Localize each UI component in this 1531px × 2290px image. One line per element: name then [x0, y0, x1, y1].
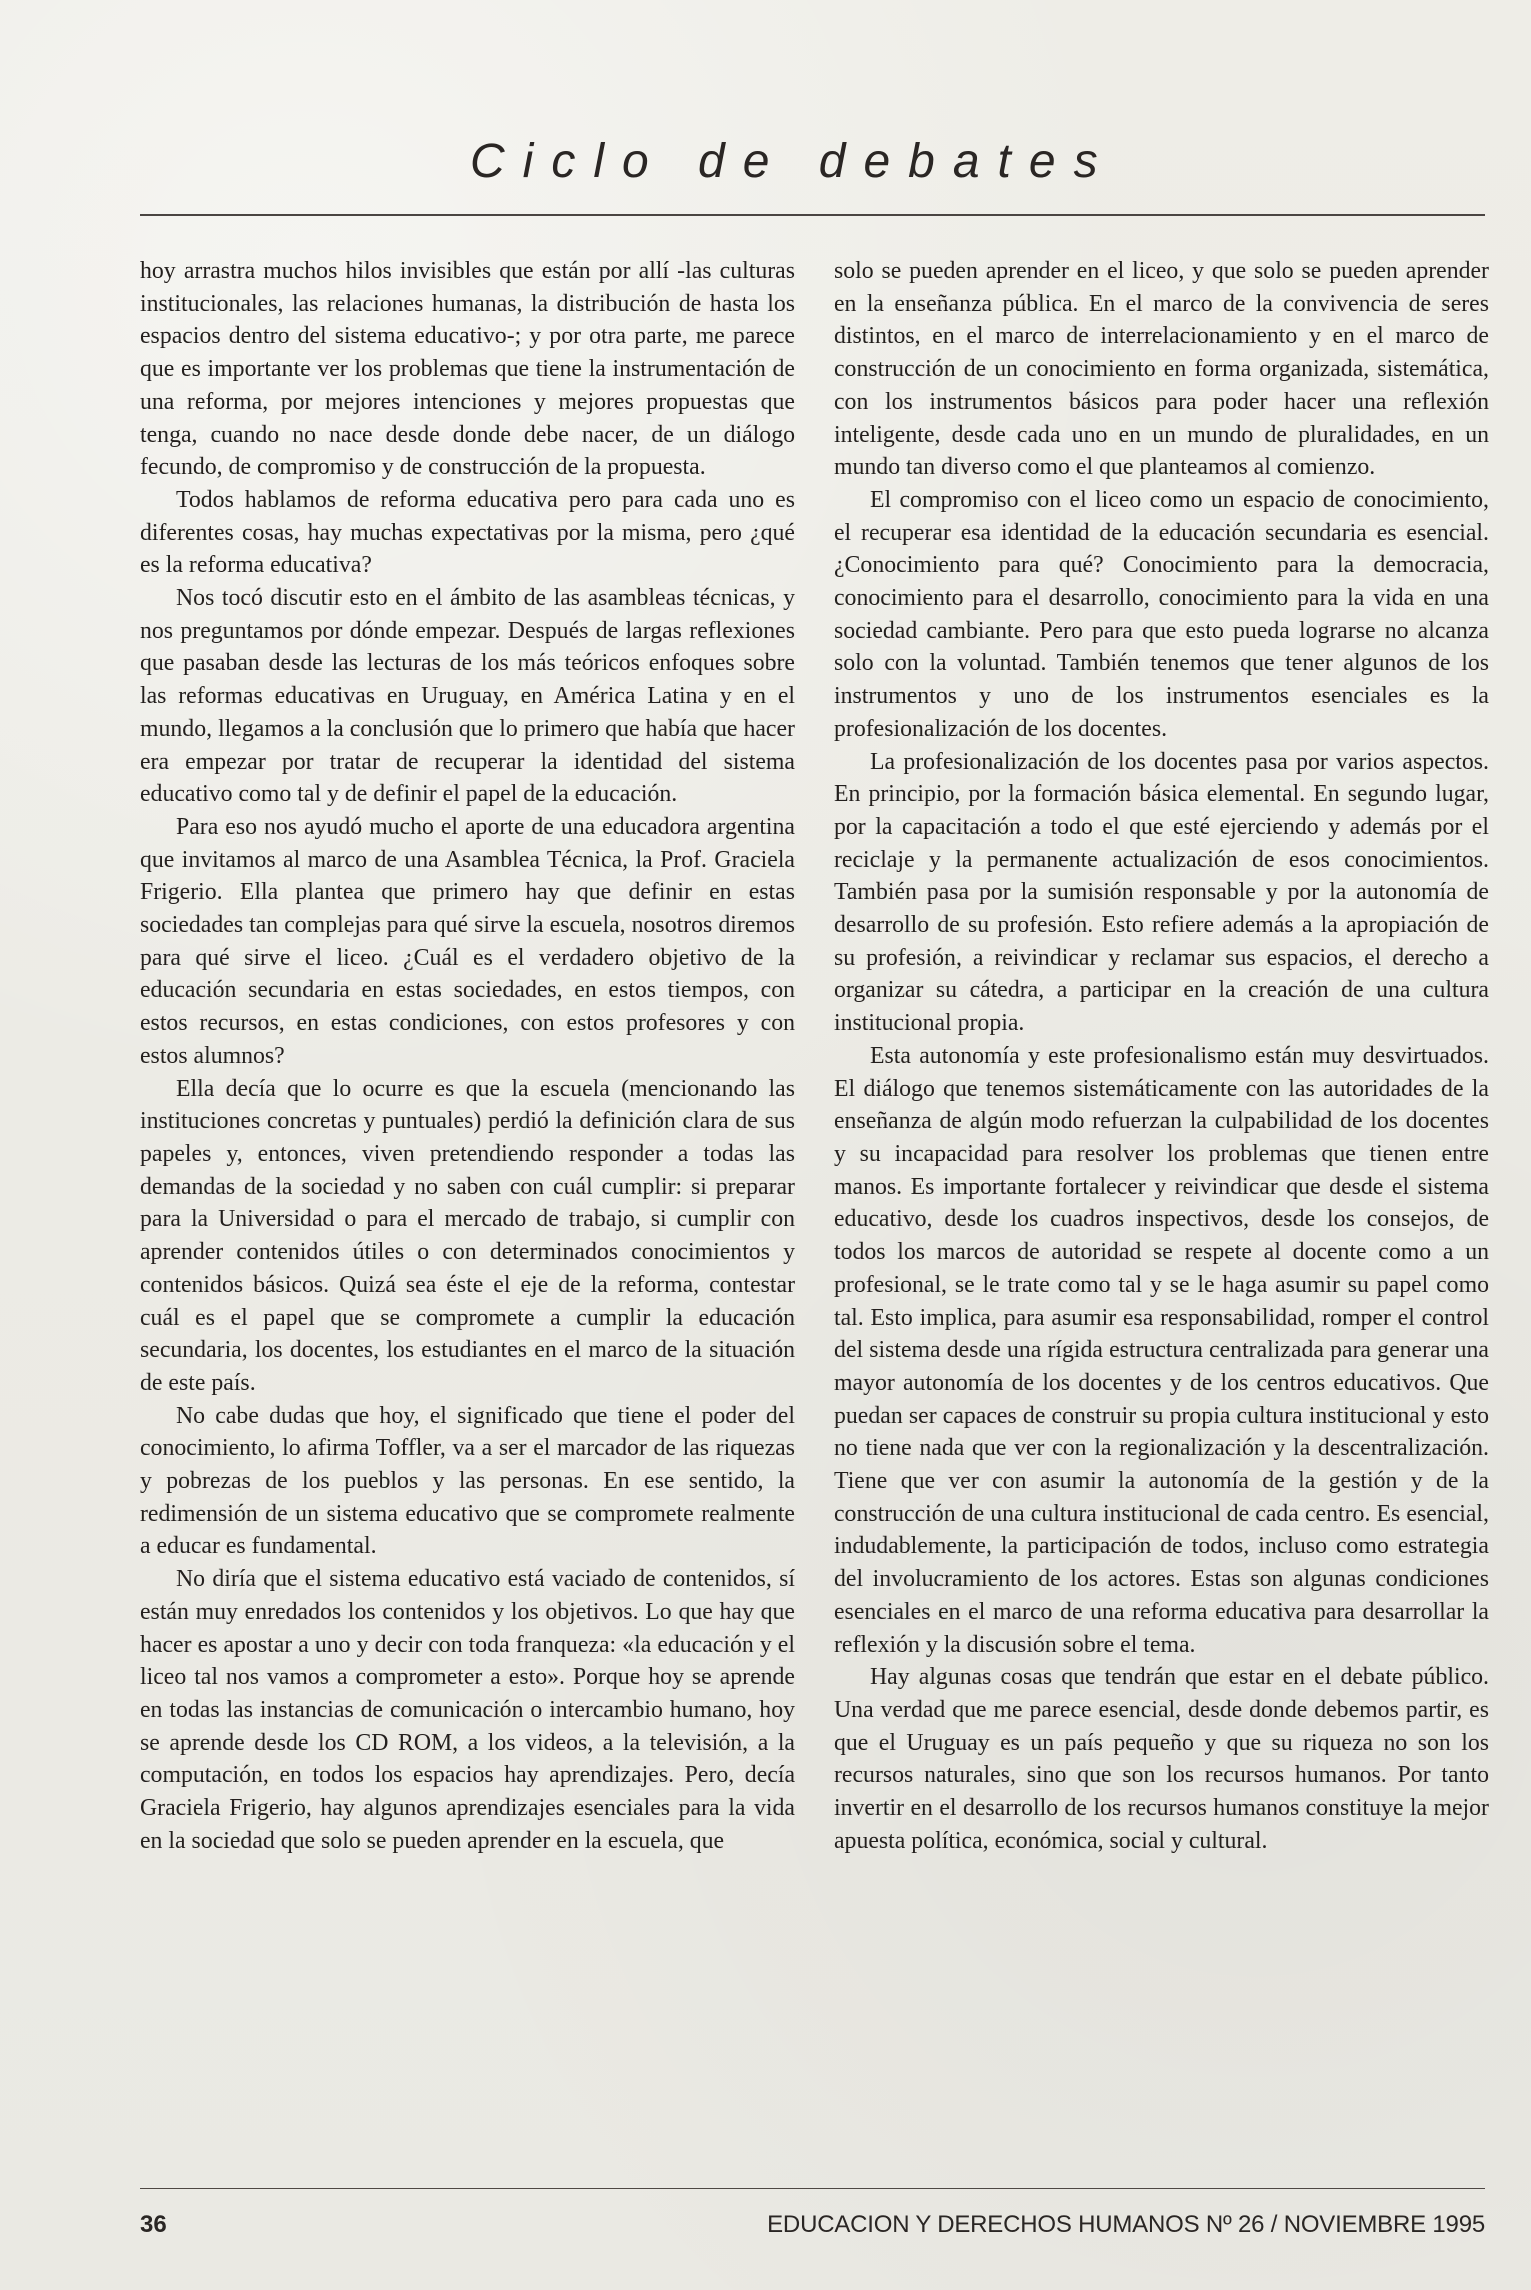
right-column [834, 255, 1489, 2165]
left-paragraph-5: Ella decía que lo ocurre es que la escuela (mencionando las instituciones concretas y puntuales) perdió la definición clara de sus papeles y, entonces, viven pretendiendo responder a todas las demandas de la sociedad y no saben con cuál cumplir: si preparar para la Universidad o para el mercado de trabajo, si cumplir con aprender contenidos útiles o con determinados conocimientos y contenidos básicos. Quizá sea éste el eje de la reforma, contestar cuál es el papel que se compromete a cumplir la educación secundaria, los docentes, los estudiantes en el marco de la situación de este país. [140, 1075, 795, 1396]
page-header [140, 118, 1485, 216]
article-body [140, 255, 1489, 2165]
right-paragraph-5: Hay algunas cosas que tendrán que estar en el debate público. Una verdad que me parece esencial, desde donde debemos partir, es que el Uruguay es un país pequeño y que su riqueza no son los recursos naturales, sino que son los recursos humanos. Por tanto invertir en el desarrollo de los recursos humanos constituye la mejor apuesta política, económica, social y cultural. [834, 1664, 1489, 1854]
section-title: Ciclo de debates [470, 135, 1116, 188]
left-paragraph-7: No diría que el sistema educativo está vaciado de contenidos, sí están muy enredados los contenidos y los objetivos. Lo que hay que hacer es apostar a uno y decir con toda franqueza: «la educación y el liceo tal nos vamos a comprometer a esto». Porque hoy se aprende en todas las instancias de comunicación o intercambio humano, hoy se aprende desde los CD ROM, a los videos, a la televisión, a la computación, en todos los espacios hay aprendizajes. Pero, decía Graciela Frigerio, hay algunos aprendizajes esenciales para la vida en la sociedad que solo se pueden aprender en la escuela, que [140, 1566, 795, 1854]
left-paragraph-4: Para eso nos ayudó mucho el aporte de una educadora argentina que invitamos al marco de una Asamblea Técnica, la Prof. Graciela Frigerio. Ella plantea que primero hay que definir en estas sociedades tan complejas para qué sirve la escuela, nosotros diremos para qué sirve el liceo. ¿Cuál es el verdadero objetivo de la educación secundaria en estas sociedades, en estos tiempos, con estos recursos, en estas condiciones, con estos profesores y con estos alumnos? [140, 813, 795, 1069]
left-paragraph-1: hoy arrastra muchos hilos invisibles que están por allí -las culturas institucionales, las relaciones humanas, la distribución de hasta los espacios dentro del sistema educativo-; y por otra parte, me parece que es importante ver los problemas que tiene la instrumentación de una reforma, por mejores intenciones y mejores propuestas que tenga, cuando no nace desde donde debe nacer, de un diálogo fecundo, de compromiso y de construcción de la propuesta. [140, 258, 795, 481]
left-paragraph-2: Todos hablamos de reforma educativa pero para cada uno es diferentes cosas, hay muchas expectativas por la misma, pero ¿qué es la reforma educativa? [140, 486, 795, 579]
publication-info: EDUCACION Y DERECHOS HUMANOS Nº 26 / NOVIEMBRE 1995 [767, 2211, 1485, 2238]
left-paragraph-6: No cabe dudas que hoy, el significado que tiene el poder del conocimiento, lo afirma Toffler, va a ser el marcador de las riquezas y pobrezas de los pueblos y las personas. En ese sentido, la redimensión de un sistema educativo que se compromete realmente a educar es fundamental. [140, 1402, 795, 1560]
right-paragraph-2: El compromiso con el liceo como un espacio de conocimiento, el recuperar esa identidad de la educación secundaria es esencial. ¿Conocimiento para qué? Conocimiento para la democracia, conocimiento para el desarrollo, conocimiento para la vida en una sociedad cambiante. Pero para que esto pueda lograrse no alcanza solo con la voluntad. También tenemos que tener algunos de los instrumentos y uno de los instrumentos esenciales es la profesionalización de los docentes. [834, 486, 1489, 742]
right-paragraph-3: La profesionalización de los docentes pasa por varios aspectos. En principio, por la formación básica elemental. En segundo lugar, por la capacitación a todo el que esté ejerciendo y además por el reciclaje y la permanente actualización de esos conocimientos. También pasa por la sumisión responsable y por la autonomía de desarrollo de su profesión. Esto refiere además a la apropiación de su profesión, a reivindicar y reclamar sus espacios, el derecho a organizar su cátedra, a participar en la creación de una cultura institucional propia. [834, 748, 1489, 1037]
right-paragraph-4: Esta autonomía y este profesionalismo están muy desvirtuados. El diálogo que tenemos sistemáticamente con las autoridades de la enseñanza de algún modo refuerzan la culpabilidad de los docentes y su incapacidad para resolver los problemas que tienen entre manos. Es importante fortalecer y reivindicar que desde el sistema educativo, desde los cuadros inspectivos, desde los consejos, de todos los marcos de autoridad se respete al docente como a un profesional, se le trate como tal y se le haga asumir su papel como tal. Esto implica, para asumir esa responsabilidad, romper el control del sistema desde una rígida estructura centralizada para generar una mayor autonomía de los docentes y de los centros educativos. Que puedan ser capaces de construir su propia cultura institucional y esto no tiene nada que ver con la regionalización y la descentralización. Tiene que ver con asumir la autonomía de la gestión y de la construcción de una cultura institucional de cada centro. Es esencial, indudablemente, la participación de todos, incluso como estrategia del involucramiento de los actores. Estas son algunas condiciones esenciales en el marco de una reforma educativa para desarrollar la reflexión y la discusión sobre el tema. [834, 1042, 1489, 1658]
left-paragraph-3: Nos tocó discutir esto en el ámbito de las asambleas técnicas, y nos preguntamos por dónde empezar. Después de largas reflexiones que pasaban desde las lecturas de los más teóricos enfoques sobre las reformas educativas en Uruguay, en América Latina y en el mundo, llegamos a la conclusión que lo primero que había que hacer era empezar por tratar de recuperar la identidad del sistema educativo como tal y de definir el papel de la educación. [140, 585, 795, 808]
left-column [140, 255, 795, 2165]
page-footer [140, 2188, 1485, 2249]
page-number: 36 [140, 2211, 167, 2238]
right-paragraph-1: solo se pueden aprender en el liceo, y que solo se pueden aprender en la enseñanza pública. En el marco de la convivencia de seres distintos, en el marco de interrelacionamiento y en el marco de construcción de un conocimiento en forma organizada, sistemática, con los instrumentos básicos para poder hacer una reflexión inteligente, desde cada uno en un mundo de pluralidades, en un mundo tan diverso como el que planteamos al comienzo. [834, 258, 1489, 481]
